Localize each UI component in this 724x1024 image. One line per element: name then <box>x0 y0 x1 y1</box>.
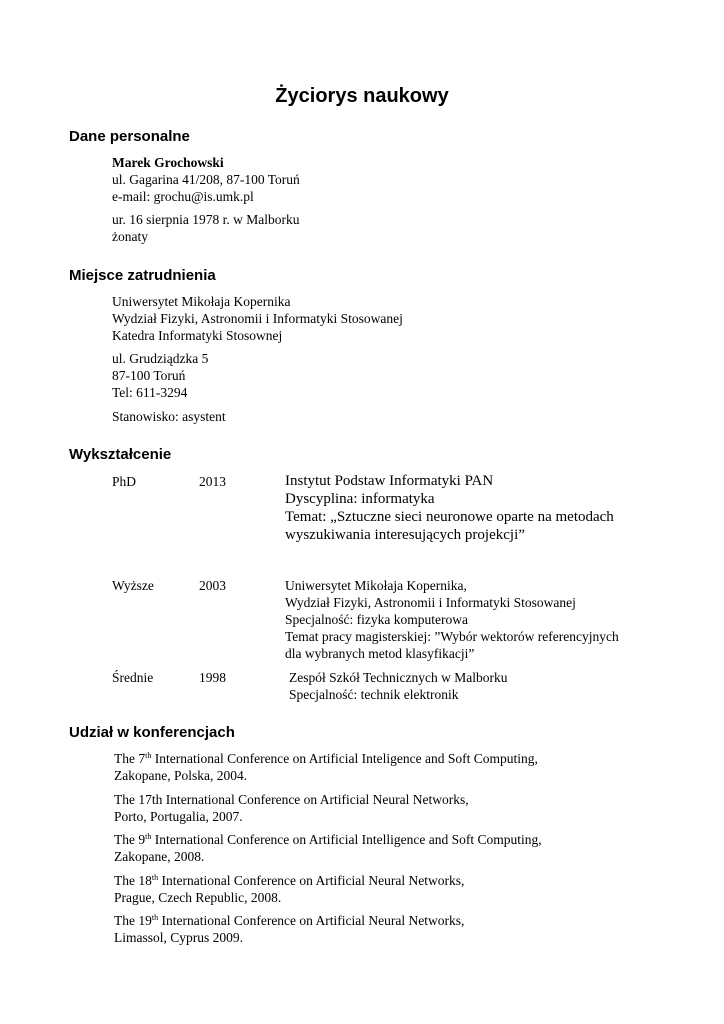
conference-title: The 9th International Conference on Artificial Intelligence and Soft Computing, <box>114 832 542 847</box>
conference-location: Zakopane, Polska, 2004. <box>114 768 248 783</box>
heading-education: Wykształcenie <box>69 446 172 463</box>
education-detail-line: wyszukiwania interesujących projekcji” <box>285 527 525 543</box>
person-birth: ur. 16 sierpnia 1978 r. w Malborku <box>112 212 300 227</box>
education-detail-line: Zespół Szkół Technicznych w Malborku <box>289 670 508 685</box>
education-detail-line: Temat pracy magisterskiej: ”Wybór wektorów referencyjnych <box>285 629 619 644</box>
person-address: ul. Gagarina 41/208, 87-100 Toruń <box>112 172 300 187</box>
education-level: PhD <box>112 474 137 489</box>
employer-faculty: Wydział Fizyki, Astronomii i Informatyki Stosowanej <box>112 311 403 326</box>
education-year: 1998 <box>199 670 226 685</box>
person-email: e-mail: grochu@is.umk.pl <box>112 189 254 204</box>
document-title: Życiorys naukowy <box>275 85 449 107</box>
heading-employment: Miejsce zatrudnienia <box>69 267 216 284</box>
education-detail-line: Specjalność: fizyka komputerowa <box>285 612 468 627</box>
employer-university: Uniwersytet Mikołaja Kopernika <box>112 294 291 309</box>
education-detail-line: Uniwersytet Mikołaja Kopernika, <box>285 578 467 593</box>
conference-location: Porto, Portugalia, 2007. <box>114 809 243 824</box>
education-detail-line: dla wybranych metod klasyfikacji” <box>285 646 475 661</box>
conference-location: Limassol, Cyprus 2009. <box>114 930 244 945</box>
employer-phone: Tel: 611-3294 <box>112 385 188 400</box>
employer-street: ul. Grudziądzka 5 <box>112 351 209 366</box>
conference-title: The 18th International Conference on Artificial Neural Networks, <box>114 873 465 888</box>
conference-title: The 17th International Conference on Artificial Neural Networks, <box>114 792 469 807</box>
education-year: 2003 <box>199 578 226 593</box>
education-detail-line: Wydział Fizyki, Astronomii i Informatyki Stosowanej <box>285 595 576 610</box>
education-level: Wyższe <box>112 578 154 593</box>
person-marital-status: żonaty <box>112 229 148 244</box>
heading-personal: Dane personalne <box>69 128 190 145</box>
conference-title: The 7th International Conference on Artificial Inteligence and Soft Computing, <box>114 751 538 766</box>
education-level: Średnie <box>112 670 154 685</box>
education-detail-line: Specjalność: technik elektronik <box>289 687 459 702</box>
education-detail-line: Dyscyplina: informatyka <box>285 491 435 507</box>
conference-title: The 19th International Conference on Artificial Neural Networks, <box>114 913 465 928</box>
conference-location: Zakopane, 2008. <box>114 849 205 864</box>
education-detail-line: Temat: „Sztuczne sieci neuronowe oparte na metodach <box>285 509 614 525</box>
employer-department: Katedra Informatyki Stosownej <box>112 328 283 343</box>
employer-city: 87-100 Toruń <box>112 368 186 383</box>
education-year: 2013 <box>199 474 226 489</box>
education-detail-line: Instytut Podstaw Informatyki PAN <box>285 473 494 489</box>
employer-position: Stanowisko: asystent <box>112 409 226 424</box>
heading-conferences: Udział w konferencjach <box>69 724 235 741</box>
conference-location: Prague, Czech Republic, 2008. <box>114 890 282 905</box>
person-name: Marek Grochowski <box>112 155 224 170</box>
